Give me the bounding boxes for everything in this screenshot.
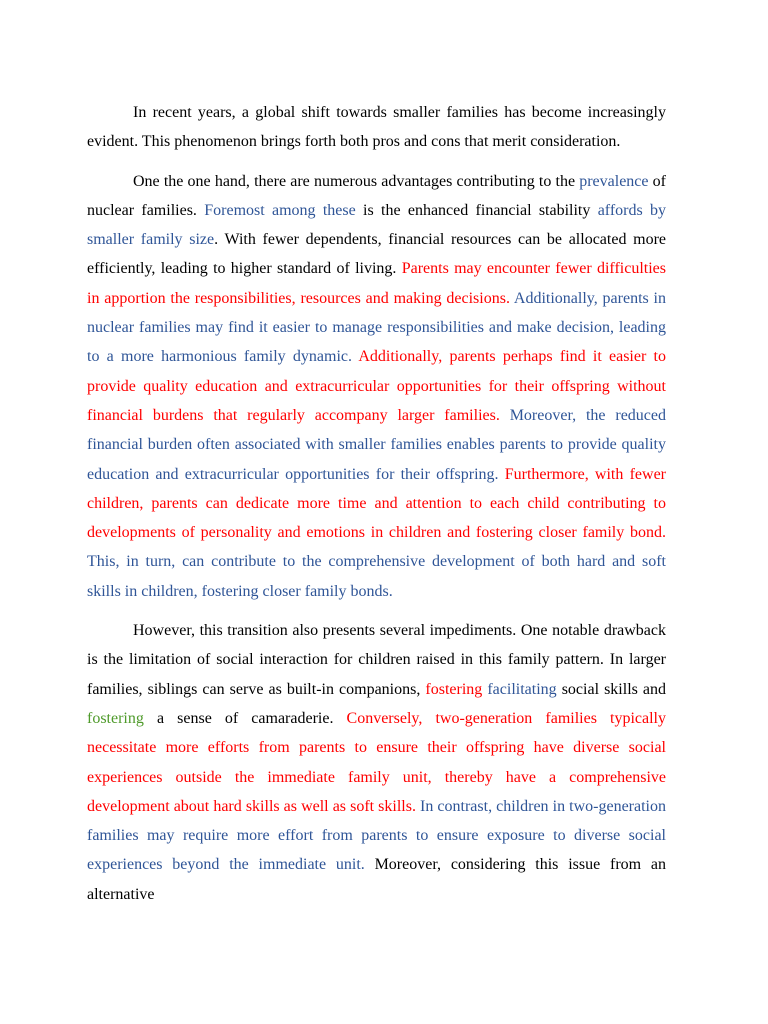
- text-run: fostering: [425, 680, 483, 698]
- text-run: is the enhanced financial stability: [355, 201, 598, 219]
- text-run: Additionally, parents perhaps find it easier to provide quality education and extracurricular opportunities for their offspring without financial burdens that regularly accompany larger families.: [87, 348, 666, 424]
- text-run: fostering: [87, 709, 144, 727]
- paragraph-intro: [87, 98, 666, 157]
- text-run: One the one hand, there are numerous advantages contributing to the: [133, 172, 580, 190]
- text-run: Parents may encounter fewer difficulties in apportion the responsibilities, resources and making decisions.: [87, 260, 666, 307]
- text-run: social skills and: [556, 680, 667, 698]
- text-run: However, this transition also presents several impediments. One notable drawback is the limitation of social interaction for children raised in this family pattern. In larger families, siblings can serve as built-in companions,: [87, 622, 666, 698]
- text-run: facilitating: [487, 680, 557, 698]
- text-run: Foremost among these: [204, 201, 356, 219]
- paragraph-advantages: [87, 167, 666, 606]
- text-run: This, in turn, can contribute to the comprehensive development of both hard and soft skills in children, fostering closer family bonds.: [87, 553, 666, 600]
- document-page: [87, 98, 666, 909]
- paragraph-impediments: [87, 616, 666, 909]
- text-run: In recent years, a global shift towards smaller families has become increasingly evident. This phenomenon brings forth both pros and cons that merit consideration.: [87, 104, 666, 151]
- text-run: Moreover, considering this issue from an alternative: [87, 856, 666, 903]
- text-run: affords by smaller family size: [87, 201, 667, 249]
- text-run: Furthermore, with fewer children, parents can dedicate more time and attention to each child contributing to developments of personality and emotions in children and fostering closer family bond.: [87, 465, 666, 542]
- text-run: Conversely, two-generation families typically necessitate more efforts from parents to ensure their offspring have diverse social experiences outside the immediate family unit, thereby have a comprehensive development about hard skills as well as soft skills.: [87, 709, 666, 815]
- text-run: Moreover, the reduced financial burden often associated with smaller families enables parents to provide quality education and extracurricular opportunities for their offspring.: [87, 406, 666, 483]
- text-run: . With fewer dependents, financial resources can be allocated more efficiently, leading to higher standard of living.: [87, 231, 667, 278]
- text-run: of nuclear families.: [87, 172, 667, 219]
- text-run: In contrast, children in two-generation families may require more effort from parents to ensure exposure to diverse social experiences beyond the immediate unit.: [87, 797, 666, 874]
- text-run: prevalence: [579, 172, 649, 190]
- text-run: Additionally, parents in nuclear families may find it easier to manage responsibilities and make decision, leading to a more harmonious family dynamic.: [87, 289, 667, 366]
- text-run: a sense of camaraderie.: [143, 709, 347, 727]
